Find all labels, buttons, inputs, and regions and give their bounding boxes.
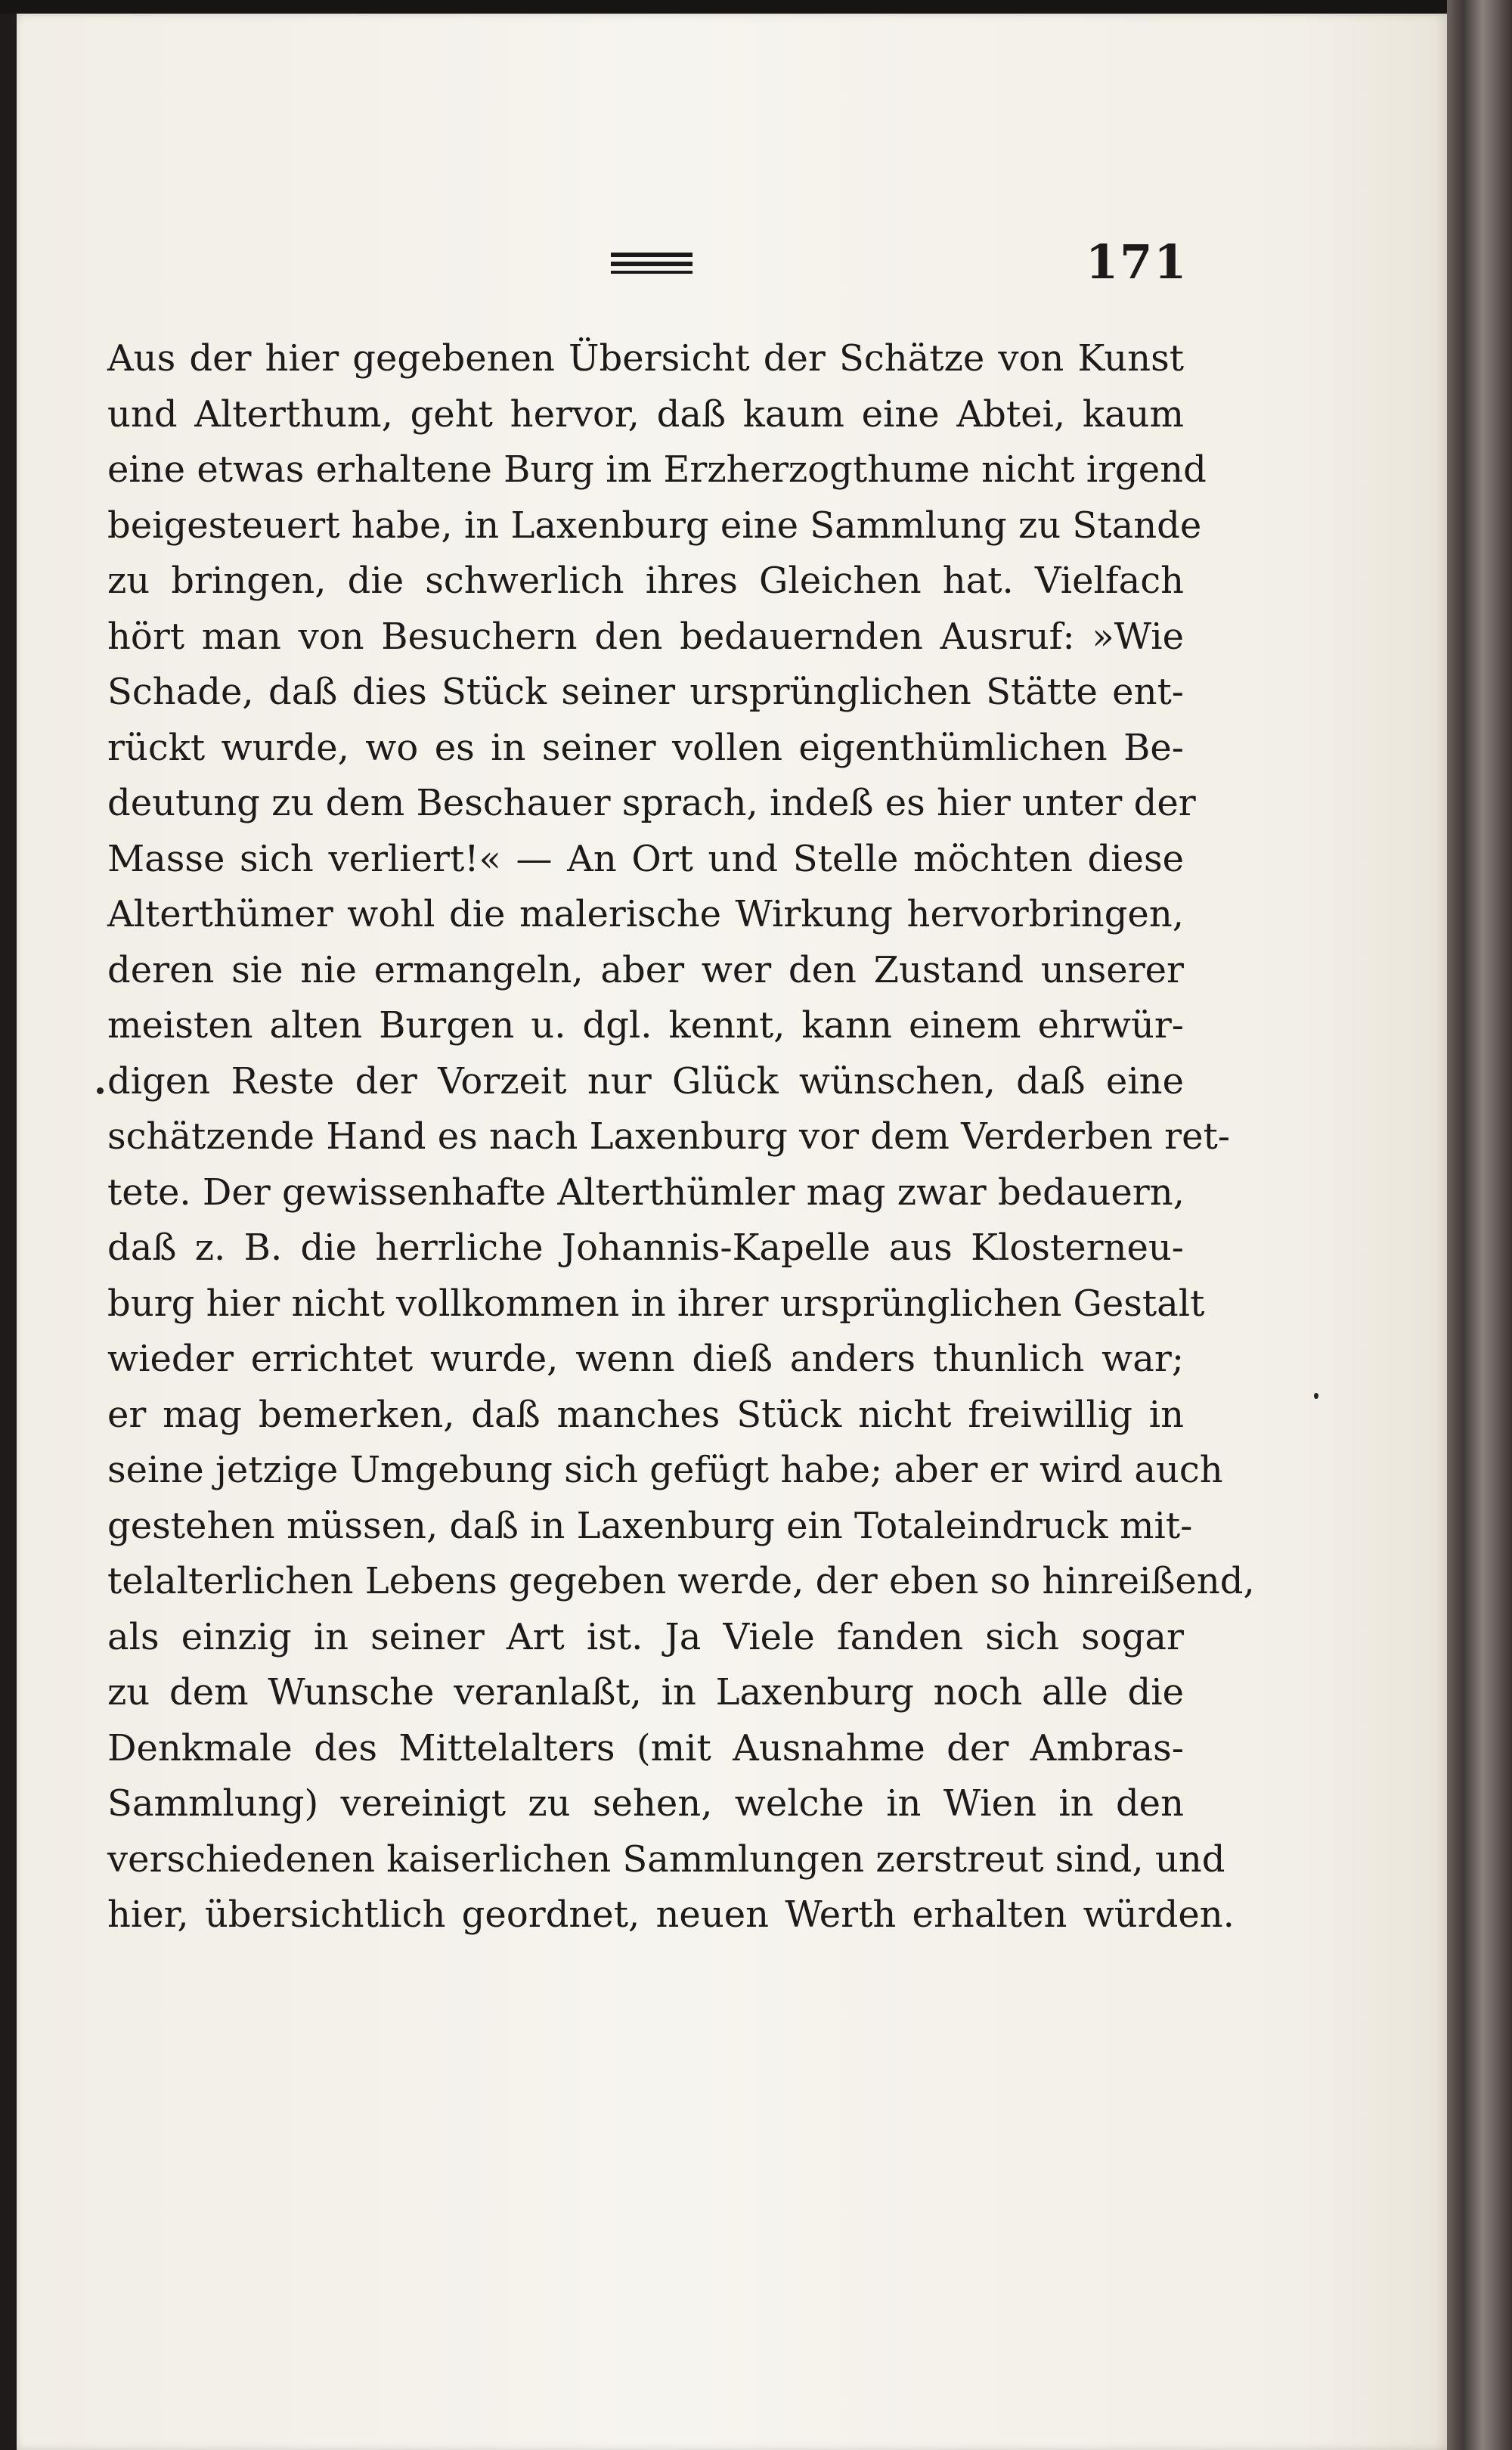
text-line: meisten alten Burgen u. dgl. kennt, kann einem ehrwür- bbox=[107, 1004, 1184, 1047]
text-line: rückt wurde, wo es in seiner vollen eigenthümlichen Be- bbox=[107, 726, 1184, 769]
text-line: beigesteuert habe, in Laxenburg eine Sammlung zu Stande bbox=[107, 504, 1202, 547]
text-line: daß z. B. die herrliche Johannis-Kapelle aus Klosterneu- bbox=[107, 1227, 1184, 1269]
text-line: Denkmale des Mittelalters (mit Ausnahme der Ambras- bbox=[107, 1726, 1184, 1769]
scan-top-border bbox=[0, 0, 1512, 14]
text-line: verschiedenen kaiserlichen Sammlungen zerstreut sind, und bbox=[107, 1838, 1225, 1881]
text-line: wieder errichtet wurde, wenn dieß anders thunlich war; bbox=[107, 1338, 1184, 1380]
text-line: schätzende Hand es nach Laxenburg vor dem Verderben ret- bbox=[107, 1115, 1231, 1158]
text-line: zu dem Wunsche veranlaßt, in Laxenburg noch alle die bbox=[107, 1671, 1184, 1713]
text-line: Schade, daß dies Stück seiner ursprünglichen Stätte ent- bbox=[107, 671, 1184, 713]
text-line: als einzig in seiner Art ist. Ja Viele fanden sich sogar bbox=[107, 1615, 1184, 1658]
text-line: telalterlichen Lebens gegeben werde, der eben so hinreißend, bbox=[107, 1560, 1255, 1602]
text-line: und Alterthum, geht hervor, daß kaum eine Abtei, kaum bbox=[107, 392, 1184, 436]
paper-speck bbox=[97, 1087, 104, 1094]
text-line: Aus der hier gegebenen Übersicht der Schätze von Kunst bbox=[107, 337, 1184, 380]
text-line: zu bringen, die schwerlich ihres Gleichen hat. Vielfach bbox=[107, 560, 1184, 602]
text-line: deren sie nie ermangeln, aber wer den Zustand unserer bbox=[107, 948, 1184, 991]
text-line: Masse sich verliert!« — An Ort und Stelle möchten diese bbox=[107, 837, 1184, 880]
text-line: digen Reste der Vorzeit nur Glück wünschen, daß eine bbox=[107, 1059, 1184, 1102]
text-line: Sammlung) vereinigt zu sehen, welche in Wien in den bbox=[107, 1782, 1184, 1825]
text-line: gestehen müssen, daß in Laxenburg ein Totaleindruck mit- bbox=[107, 1504, 1193, 1547]
text-line: eine etwas erhaltene Burg im Erzherzogthume nicht irgend bbox=[107, 448, 1207, 491]
text-line: burg hier nicht vollkommen in ihrer ursprünglichen Gestalt bbox=[107, 1282, 1205, 1325]
text-line: tete. Der gewissenhafte Alterthümler mag zwar bedauern, bbox=[107, 1171, 1185, 1214]
text-line: Alterthümer wohl die malerische Wirkung hervorbringen, bbox=[107, 893, 1184, 935]
text-line: deutung zu dem Beschauer sprach, indeß es hier unter der bbox=[107, 782, 1196, 824]
text-line: er mag bemerken, daß manches Stück nicht freiwillig in bbox=[107, 1393, 1184, 1436]
body-text bbox=[107, 331, 1255, 1943]
text-line: seine jetzige Umgebung sich gefügt habe; aber er wird auch bbox=[107, 1449, 1223, 1491]
text-line: hört man von Besuchern den bedauernden Ausruf: »Wie bbox=[107, 615, 1184, 658]
paper-speck bbox=[1314, 1393, 1318, 1399]
page-number: 171 bbox=[1086, 234, 1188, 290]
header-rule bbox=[611, 253, 692, 278]
text-line: hier, übersichtlich geordnet, neuen Werth erhalten würden. bbox=[107, 1893, 1235, 1936]
book-edge bbox=[1447, 0, 1512, 2450]
